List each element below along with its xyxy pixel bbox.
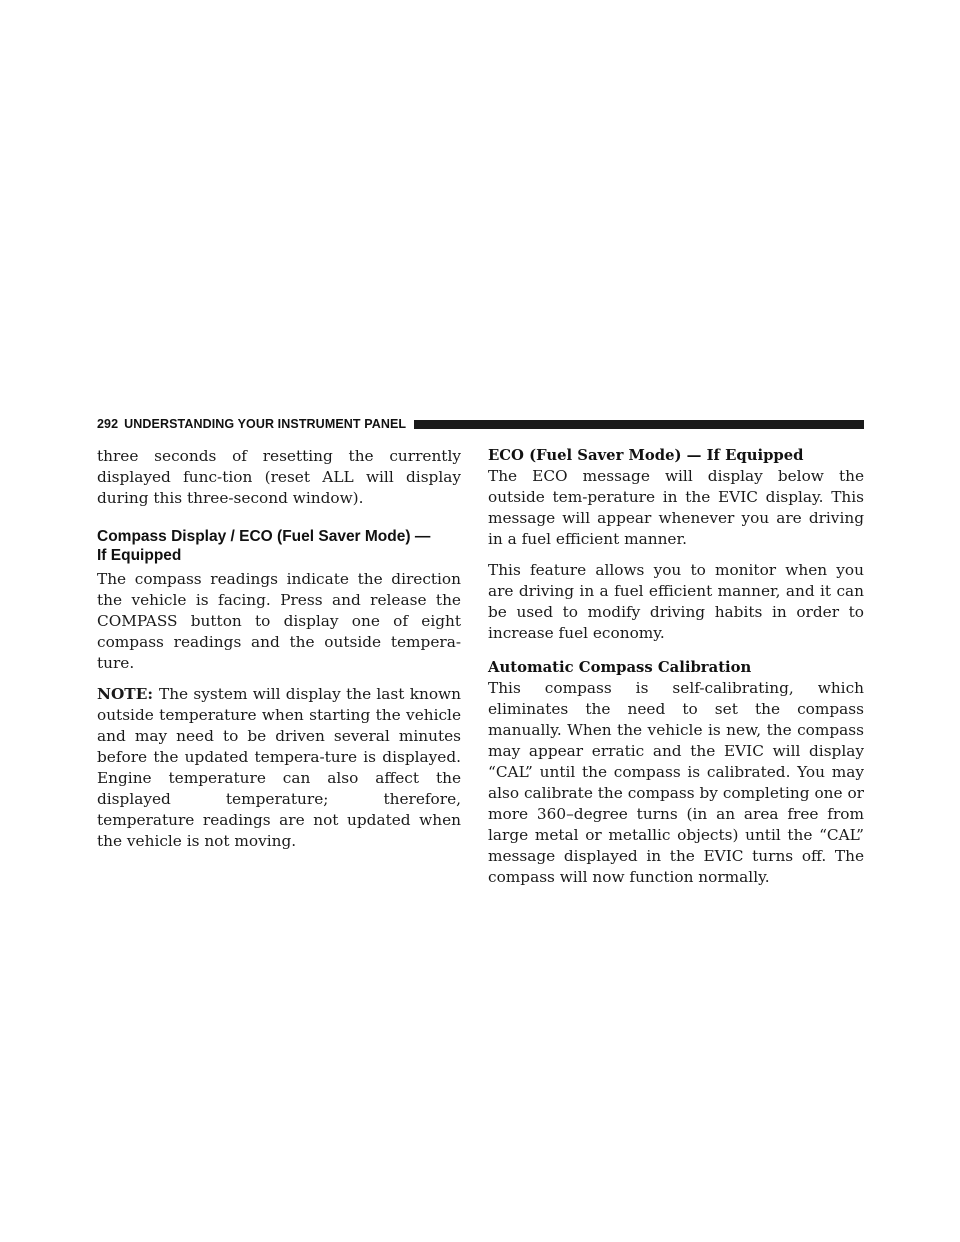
eco-heading: ECO (Fuel Saver Mode) — If Equipped <box>488 447 804 464</box>
compass-paragraph: The compass readings indicate the direction the vehicle is facing. Press and release the COMPASS button to display one of eight compass readings and the outside tempera-ture. <box>97 570 461 672</box>
note-paragraph <box>97 684 461 852</box>
heading-line-1: Compass Display / ECO (Fuel Saver Mode) — <box>97 528 431 545</box>
header-rule <box>414 420 864 429</box>
eco-paragraph-2: This feature allows you to monitor when you are driving in a fuel efficient manner, and it can be used to modify driving habits in order to increase fuel economy. <box>488 561 864 642</box>
right-column <box>488 446 864 898</box>
calibration-heading: Automatic Compass Calibration <box>488 659 752 676</box>
calibration-paragraph: This compass is self-calibrating, which eliminates the need to set the compass manually. When the vehicle is new, the compass may appear erratic and the EVIC will display “CAL” until the compass is calibrated. You may also calibrate the compass by completing one or more 360–degree turns (in an area free from large metal or metallic objects) until the “CAL” message displayed in the EVIC turns off. The compass will now function normally. <box>488 679 864 886</box>
heading-line-2: If Equipped <box>97 547 182 564</box>
left-column <box>97 446 461 862</box>
page-number: 292 <box>97 417 119 431</box>
intro-paragraph: three seconds of resetting the currently displayed func-tion (reset ALL will display during this three-second window). <box>97 447 461 507</box>
eco-paragraph-1: The ECO message will display below the outside tem-perature in the EVIC display. This message will appear whenever you are driving in a fuel efficient manner. <box>488 467 864 548</box>
section-title: UNDERSTANDING YOUR INSTRUMENT PANEL <box>124 417 407 431</box>
note-label: NOTE: <box>97 685 153 703</box>
note-text: The system will display the last known outside temperature when starting the vehicle and may need to be driven several minutes before the updated tempera-ture is displayed. Engine temperature can also affect the displayed temperature; therefore, temperature readings are not updated when the vehicle is not moving. <box>97 685 461 850</box>
page-header <box>97 416 864 432</box>
compass-eco-heading <box>97 527 461 565</box>
